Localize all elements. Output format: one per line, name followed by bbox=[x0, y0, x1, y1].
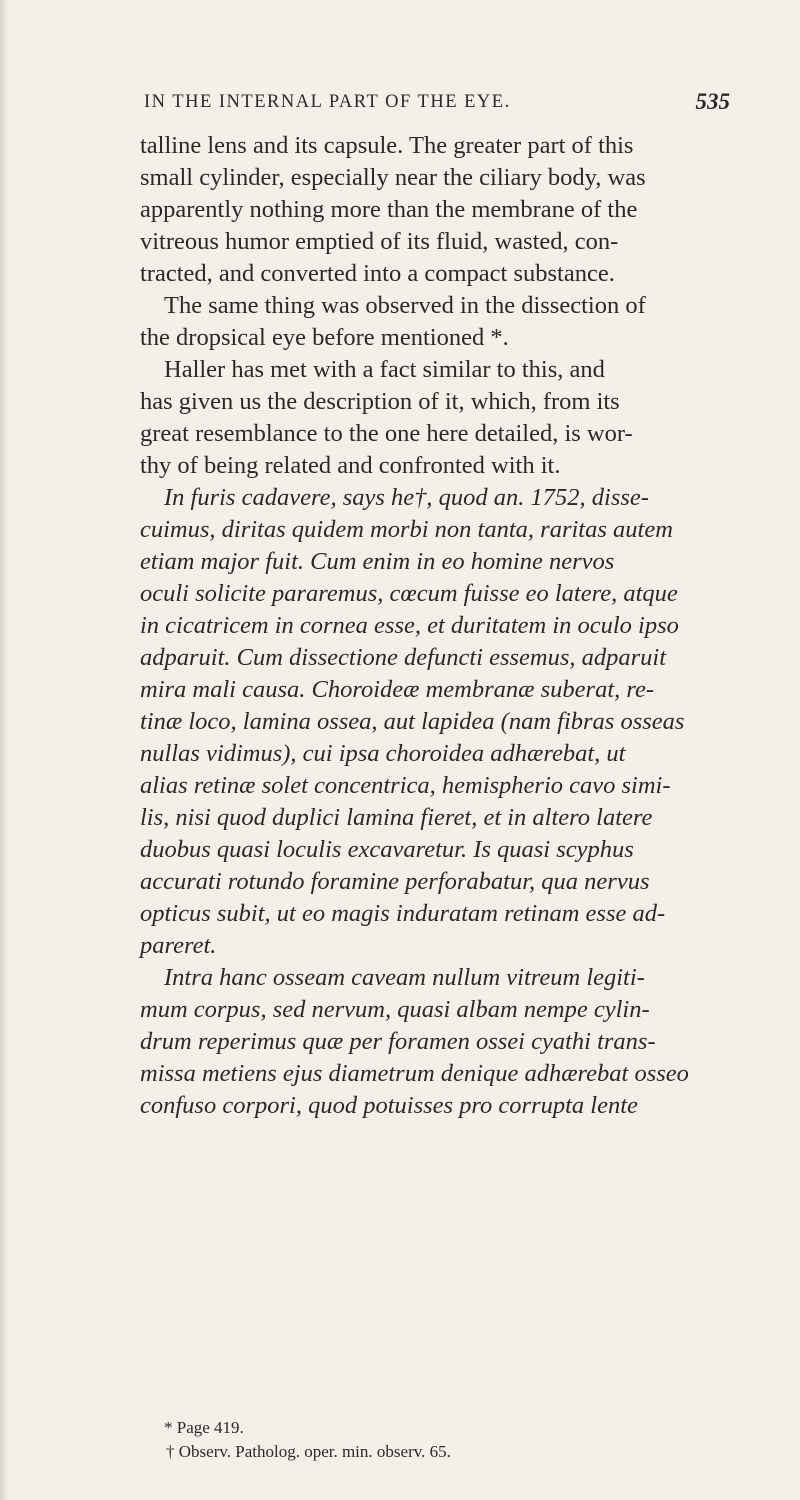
text-line: apparently nothing more than the membrane of the bbox=[140, 196, 638, 223]
footnotes bbox=[164, 1416, 724, 1464]
text-line: nullas vidimus), cui ipsa choroidea adhærebat, ut bbox=[140, 740, 626, 767]
page-edge-shadow bbox=[0, 0, 8, 1500]
text-line: in cicatricem in cornea esse, et duritatem in oculo ipso bbox=[140, 612, 679, 639]
footnote-observation-reference: † Observ. Patholog. oper. min. observ. 65. bbox=[166, 1442, 451, 1461]
body-text bbox=[140, 130, 770, 1122]
text-line: small cylinder, especially near the ciliary body, was bbox=[140, 164, 646, 191]
text-line: talline lens and its capsule. The greater part of this bbox=[140, 132, 634, 159]
text-line: has given us the description of it, which, from its bbox=[140, 388, 620, 415]
text-line: drum reperimus quæ per foramen ossei cyathi trans- bbox=[140, 1028, 656, 1055]
text-line: cuimus, diritas quidem morbi non tanta, raritas autem bbox=[140, 516, 673, 543]
text-line: duobus quasi loculis excavaretur. Is quasi scyphus bbox=[140, 836, 634, 863]
text-line: mira mali causa. Choroideæ membranæ suberat, re- bbox=[140, 676, 655, 703]
text-line: opticus subit, ut eo magis induratam retinam esse ad- bbox=[140, 900, 666, 927]
text-line: thy of being related and confronted with it. bbox=[140, 452, 561, 479]
text-line: tracted, and converted into a compact substance. bbox=[140, 260, 615, 287]
text-line: The same thing was observed in the dissection of bbox=[164, 292, 646, 319]
page-number: 535 bbox=[695, 89, 730, 114]
running-head: IN THE INTERNAL PART OF THE EYE. bbox=[144, 92, 511, 112]
text-line: oculi solicite pararemus, cœcum fuisse eo latere, atque bbox=[140, 580, 678, 607]
text-line: pareret. bbox=[140, 932, 217, 959]
text-line: the dropsical eye before mentioned *. bbox=[140, 324, 509, 351]
page-header bbox=[144, 89, 744, 122]
text-line: accurati rotundo foramine perforabatur, qua nervus bbox=[140, 868, 650, 895]
text-line: missa metiens ejus diametrum denique adhærebat osseo bbox=[140, 1060, 689, 1087]
text-line: Haller has met with a fact similar to this, and bbox=[164, 356, 605, 383]
text-line: confuso corpori, quod potuisses pro corrupta lente bbox=[140, 1092, 638, 1119]
text-line: lis, nisi quod duplici lamina fieret, et in altero latere bbox=[140, 804, 653, 831]
text-line: Intra hanc osseam caveam nullum vitreum legiti- bbox=[164, 964, 645, 991]
text-line: In furis cadavere, says he†, quod an. 1752, disse- bbox=[164, 484, 649, 511]
text-line: adparuit. Cum dissectione defuncti essemus, adparuit bbox=[140, 644, 667, 671]
text-line: etiam major fuit. Cum enim in eo homine nervos bbox=[140, 548, 615, 575]
text-line: mum corpus, sed nervum, quasi albam nempe cylin- bbox=[140, 996, 650, 1023]
text-line: tinæ loco, lamina ossea, aut lapidea (nam fibras osseas bbox=[140, 708, 685, 735]
footnote-page-reference: * Page 419. bbox=[164, 1418, 244, 1437]
text-line: great resemblance to the one here detailed, is wor- bbox=[140, 420, 633, 447]
text-line: vitreous humor emptied of its fluid, wasted, con- bbox=[140, 228, 619, 255]
text-line: alias retinæ solet concentrica, hemispherio cavo simi- bbox=[140, 772, 671, 799]
